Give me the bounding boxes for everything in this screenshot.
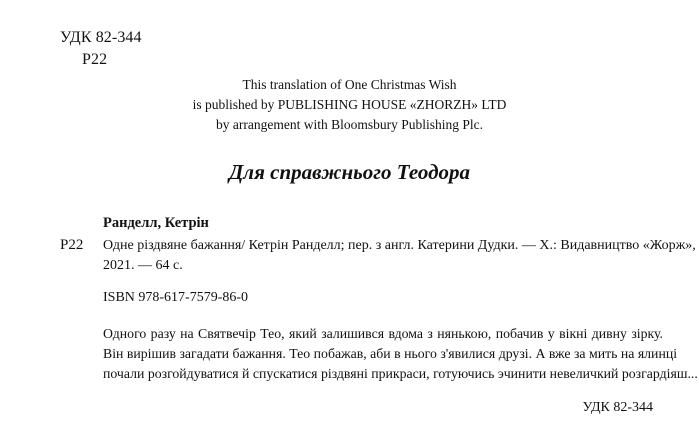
dedication: Для справжнього Теодора — [228, 160, 471, 184]
isbn: ISBN 978-617-7579-86-0 — [103, 290, 249, 305]
footer-udk-code: УДК 82-344 — [582, 400, 653, 415]
classification-block — [60, 27, 142, 71]
translation-notice-line: is published by PUBLISHING HOUSE «ZHORZH» LTD — [192, 97, 507, 112]
translation-notice-line: This translation of One Christmas Wish — [242, 77, 457, 92]
catalog-author: Ранделл, Кетрін — [103, 215, 209, 231]
annotation-line: Він вирішив загадати бажання. Тео побажав, аби в нього з'явилися друзі. А вже за мить на ялинці — [103, 346, 678, 361]
annotation-line: почали розгойдуватися й спускатися різдвяні прикраси, готуючись эчинити невеличкий розгардіяш... — [103, 366, 698, 381]
udk-code: УДК 82-344 — [60, 29, 142, 46]
catalog-description-line: Одне різдвяне бажання/ Кетрін Ранделл; пер. з англ. Катерини Дудки. — Х.: Видавництво «Жорж», — [103, 238, 696, 253]
catalog-description-line: 2021. — 64 с. — [103, 258, 183, 273]
annotation-line: Одного разу на Святвечір Тео, який залишився вдома з нянькою, побачив у вікні дивну зірку. — [103, 326, 663, 341]
catalog-description — [103, 236, 696, 276]
annotation — [103, 324, 698, 384]
translation-notice-line: by arrangement with Bloomsbury Publishing Plc. — [216, 117, 483, 132]
catalog-index: Р22 — [60, 237, 84, 253]
translation-notice — [0, 75, 699, 135]
author-index-code: Р22 — [82, 51, 108, 68]
